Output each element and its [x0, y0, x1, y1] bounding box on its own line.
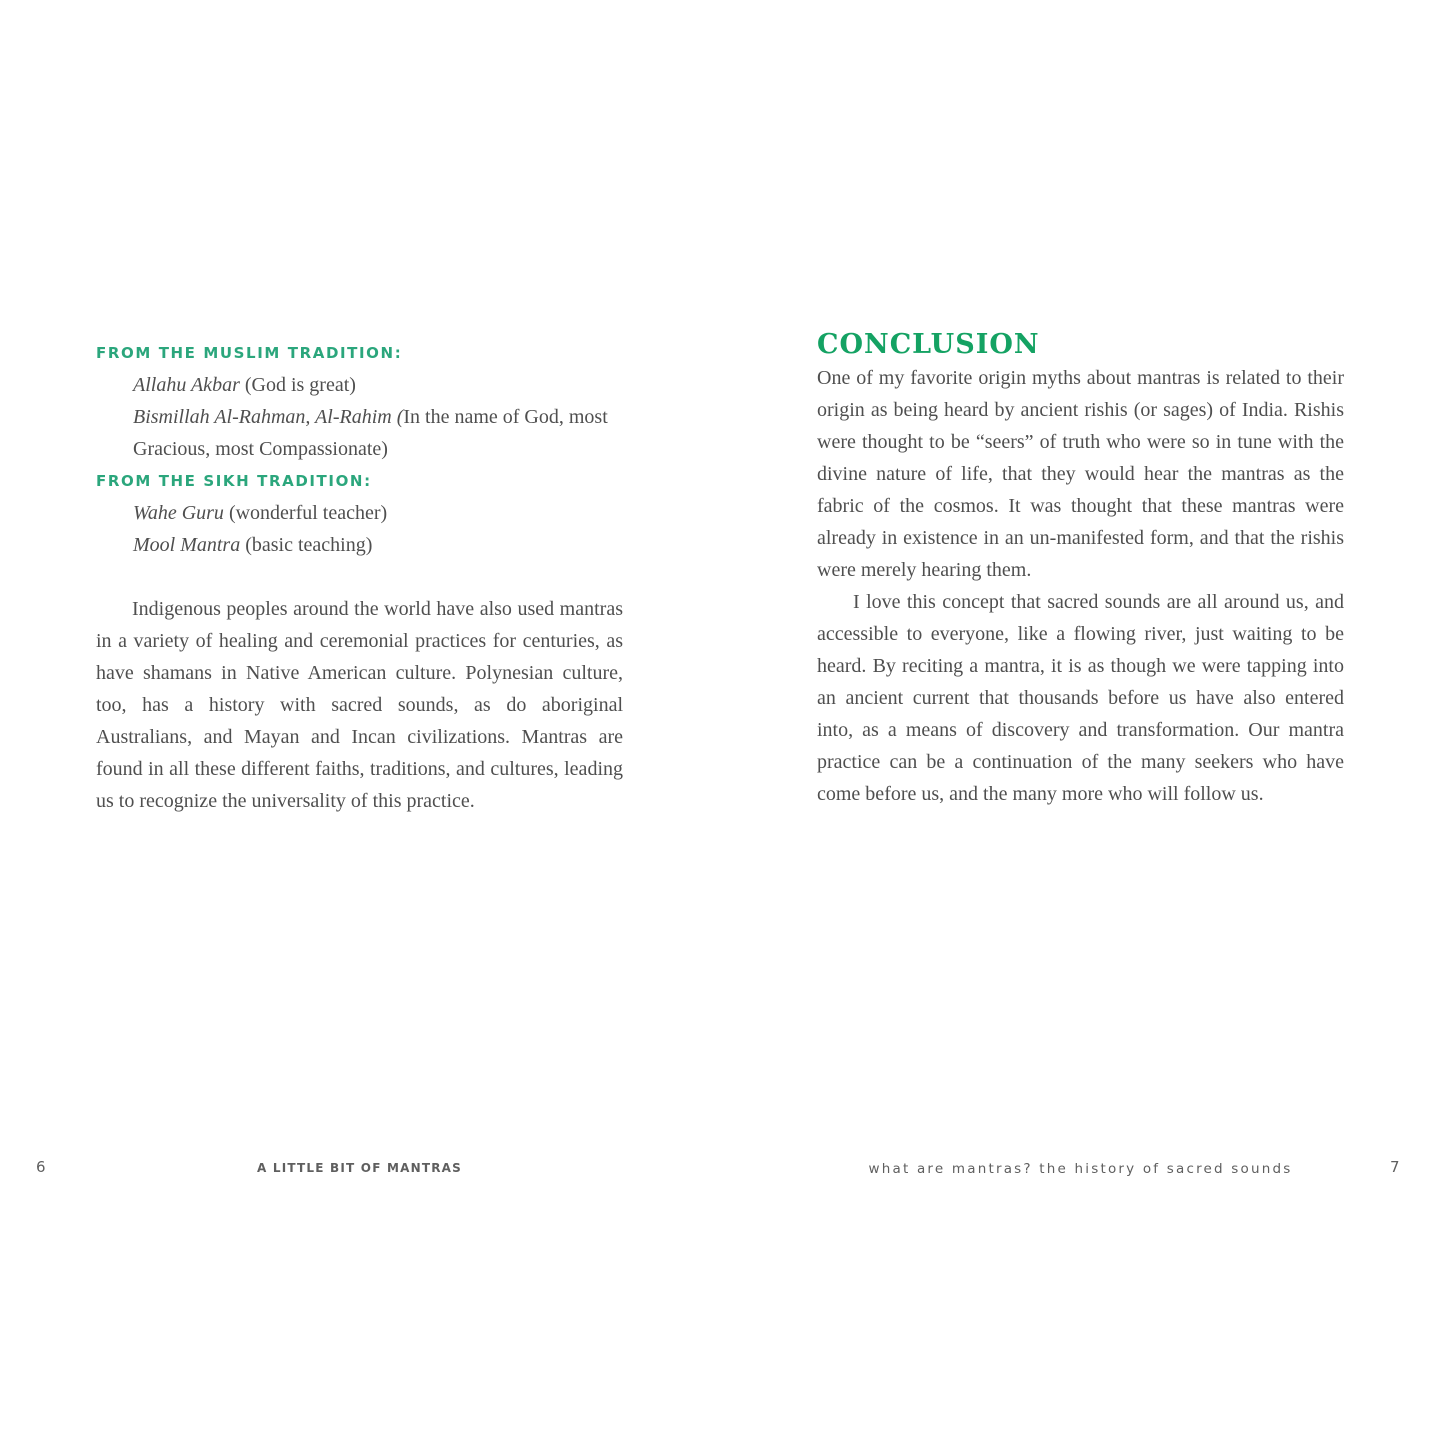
conclusion-paragraph-1: One of my favorite origin myths about mantras is related to their origin as being heard by ancient rishis (or sages) of India. Rishis were thought to be “seers” of truth who were so in tune with the divine nature of life, that they would hear the mantras as the fabric of the cosmos. It was thought that these mantras were already in existence in an un-manifested form, and that the rishis were merely hearing them. [817, 367, 1344, 581]
conclusion-heading: CONCLUSION [817, 329, 1040, 360]
running-footer-right: what are mantras? the history of sacred sounds [868, 1161, 1293, 1177]
mantra-translation: In the name of God, most Gracious, most Compassionate) [133, 406, 608, 460]
running-footer-left: A LITTLE BIT OF MANTRAS [256, 1161, 463, 1175]
page-number-right: 7 [1390, 1158, 1400, 1176]
mantra-entry-allahu-akbar [96, 369, 623, 401]
left-page-paragraph: Indigenous peoples around the world have also used mantras in a variety of healing and ceremonial practices for centuries, as have shamans in Native American culture. Polynesian culture, too, has a history with sacred sounds, as do aboriginal Australians, and Mayan and Incan civilizations. Mantras are found in all these different faiths, traditions, and cultures, leading us to recognize the universality of this practice. [96, 598, 623, 812]
right-page-text-block [817, 330, 1344, 810]
mantra-name: Mool Mantra [133, 534, 241, 556]
heading-muslim-tradition: FROM THE MUSLIM TRADITION: [96, 344, 403, 362]
mantra-translation: (wonderful teacher) [223, 502, 388, 524]
mantra-translation: (God is great) [239, 374, 356, 396]
page-number-left: 6 [36, 1158, 46, 1176]
mantra-entry-wahe-guru [96, 497, 623, 529]
heading-sikh-tradition: FROM THE SIKH TRADITION: [96, 472, 372, 490]
mantra-entry-mool-mantra [96, 529, 623, 561]
mantra-name: Bismillah Al-Rahman, Al-Rahim ( [133, 406, 404, 428]
mantra-name: Wahe Guru [133, 502, 224, 524]
mantra-entry-bismillah [96, 401, 623, 465]
mantra-translation: (basic teaching) [240, 534, 373, 556]
mantra-name: Allahu Akbar [133, 374, 240, 396]
conclusion-paragraph-2: I love this concept that sacred sounds are all around us, and accessible to everyone, like a flowing river, just waiting to be heard. By reciting a mantra, it is as though we were tapping into an ancient current that thousands before us have also entered into, as a means of discovery and transformation. Our mantra practice can be a continuation of the many seekers who have come before us, and the many more who will follow us. [817, 591, 1344, 805]
left-page-text-block [96, 337, 623, 817]
